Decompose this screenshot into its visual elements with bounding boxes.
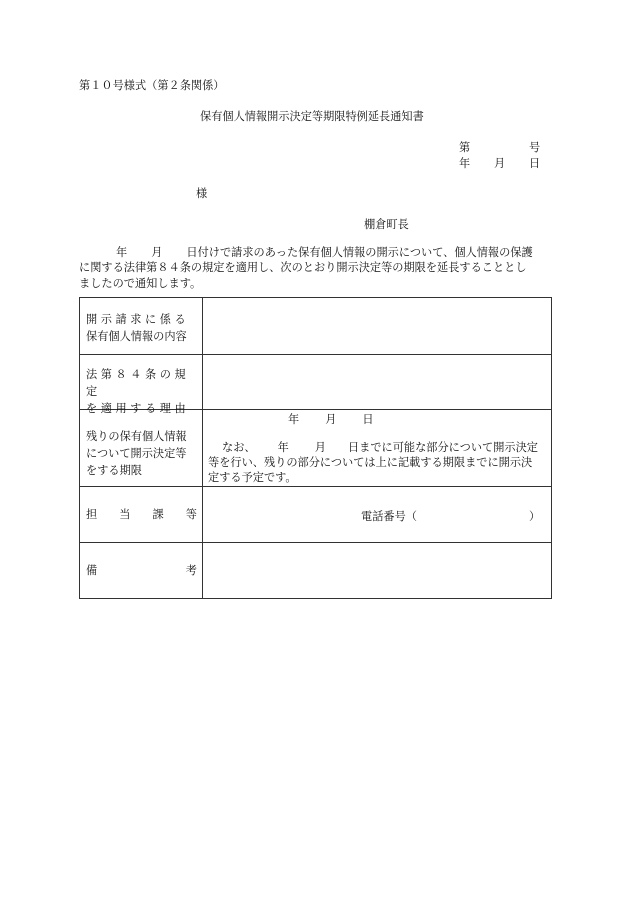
deadline-date: 年 月 日 [288,413,374,426]
row-reason-label: 法 第 ８ ４ 条 の 規 定 を 適 用 す る 理 由 [86,368,186,415]
body-line3: ましたので通知します。 [79,276,202,290]
deadline-note: なお、 年 月 日までに可能な部分について開示決定 等を行い、残りの部分については上に記載する期限までに開示決 定する予定です。 [208,441,538,484]
doc-number-suffix: 号 [529,141,541,154]
row-divider [80,542,551,543]
addressee-suffix: 様 [196,187,208,200]
issuer-name: 棚倉町長 [364,218,409,231]
document-title: 保有個人情報開示決定等期限特例延長通知書 [200,110,424,123]
row-remarks-label: 備 考 [86,564,197,577]
date-year: 年 [459,157,471,170]
date-month: 月 [494,157,506,170]
date-day: 日 [529,157,541,170]
row-department-label: 担 当 課 等 [86,508,197,521]
form-number-label: 第１０号様式（第２条関係） [79,79,225,92]
notice-table [79,297,552,599]
row-deadline-label: 残りの保有個人情報 について開示決定等 をする期限 [86,430,187,477]
row-request-content-label: 開 示 請 求 に 係 る 保有個人情報の内容 [86,313,187,343]
body-line1: 日付けで請求のあった保有個人情報の開示について、個人情報の保護 [186,246,533,259]
notice-body [79,245,553,291]
doc-number-prefix: 第 [459,141,471,154]
body-line2: に関する法律第８４条の規定を適用し、次のとおり開示決定等の期限を延長することとし [79,261,527,275]
row-divider [80,486,551,487]
column-divider [202,298,203,598]
phone-number-field: 電話番号（ ） [361,510,541,523]
body-month: 月 [151,246,163,259]
row-divider [80,354,551,355]
body-year: 年 [116,246,128,259]
